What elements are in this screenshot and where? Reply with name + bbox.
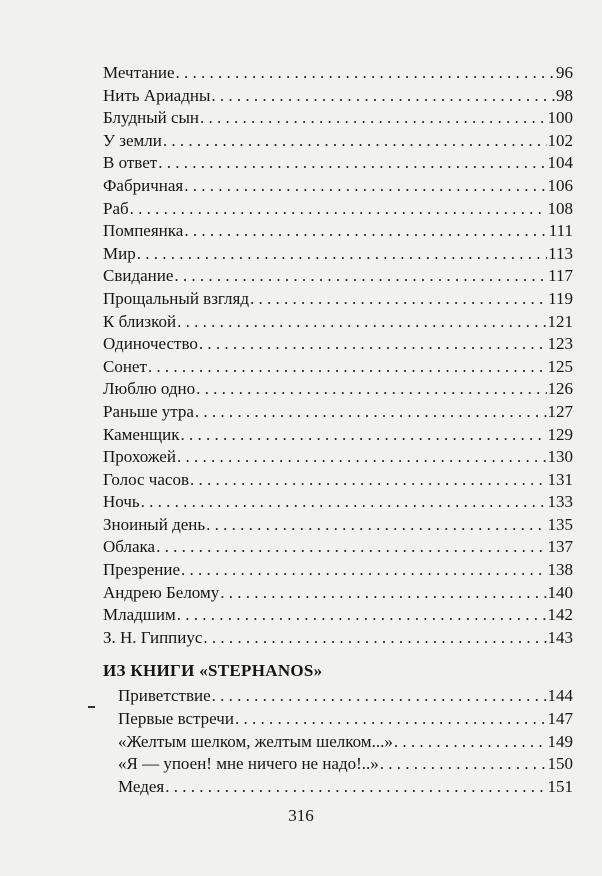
toc-entry-page: 117 (548, 266, 573, 286)
toc-entry (103, 446, 573, 469)
toc-entry-page: 135 (547, 514, 573, 534)
toc-entry-title: Зноиный день (103, 514, 206, 534)
dot-leader (235, 708, 547, 731)
dot-leader (394, 731, 547, 754)
toc-entry-page: 147 (547, 709, 573, 729)
dot-leader (181, 559, 546, 582)
toc-entry (103, 753, 573, 776)
toc-entry (103, 311, 573, 334)
dot-leader (184, 220, 547, 243)
toc-entry-page: 144 (547, 686, 573, 706)
dot-leader (177, 446, 547, 469)
section-entry-list (103, 685, 573, 798)
toc-entry (103, 401, 573, 424)
toc-entry-title: З. Н. Гиппиус (103, 627, 203, 647)
toc-entry-page: 151 (547, 776, 573, 796)
toc-entry (103, 152, 573, 175)
toc-entry (103, 243, 573, 266)
toc-entry-title: Прощальный взгляд (103, 288, 249, 308)
toc-entry-title: Первые встречи (118, 709, 234, 729)
toc-entry (103, 333, 573, 356)
toc-entry (103, 265, 573, 288)
table-of-contents (103, 62, 573, 798)
toc-entry-title: Облака (103, 537, 156, 557)
toc-entry-page: 98 (556, 85, 573, 105)
dot-leader (195, 401, 547, 424)
page-number: 316 (288, 806, 314, 825)
dot-leader (130, 198, 547, 221)
toc-entry-page: 126 (547, 379, 573, 399)
toc-entry-page: 143 (547, 627, 573, 647)
toc-entry-title: Голос часов (103, 469, 189, 489)
toc-entry-title: «Я — упоен! мне ничего не надо!..» (118, 754, 379, 774)
toc-entry-title: Люблю одно (103, 379, 196, 399)
toc-entry-title: Раб (103, 198, 129, 218)
toc-entry-title: Младшим (103, 605, 176, 625)
toc-entry-title: Одиночество (103, 334, 198, 354)
toc-entry (103, 220, 573, 243)
toc-entry-page: 149 (547, 731, 573, 751)
dot-leader (177, 311, 546, 334)
toc-entry (103, 491, 573, 514)
toc-entry-page: 138 (547, 560, 573, 580)
toc-entry-page: 123 (547, 334, 573, 354)
toc-entry (103, 469, 573, 492)
toc-entry-page: 121 (547, 311, 573, 331)
toc-entry-title: Нить Ариадны (103, 85, 211, 105)
toc-entry (103, 85, 573, 108)
toc-entry-list (103, 62, 573, 649)
dot-leader (141, 491, 547, 514)
dot-leader (184, 175, 546, 198)
dot-leader (220, 582, 546, 605)
toc-entry (103, 627, 573, 650)
toc-entry-title: Блудный сын (103, 108, 200, 128)
toc-entry-page: 133 (547, 492, 573, 512)
toc-entry-title: Медея (118, 776, 165, 796)
toc-entry-page: 96 (556, 63, 573, 82)
toc-entry-title: Приветствие (118, 686, 211, 706)
toc-entry-page: 142 (547, 605, 573, 625)
toc-entry (103, 62, 573, 85)
toc-entry-title: Свидание (103, 266, 174, 286)
toc-entry-page: 140 (547, 582, 573, 602)
dot-leader (163, 130, 547, 153)
toc-entry-title: В ответ (103, 153, 158, 173)
toc-entry-title: Андрею Белому (103, 582, 220, 602)
toc-entry-page: 111 (548, 221, 573, 241)
toc-entry-page: 104 (547, 153, 573, 173)
toc-entry-page: 119 (548, 288, 573, 308)
toc-entry (103, 559, 573, 582)
toc-entry-page: 127 (547, 401, 573, 421)
toc-entry (103, 776, 573, 799)
toc-entry (103, 107, 573, 130)
toc-entry-page: 113 (548, 243, 573, 263)
dot-leader (199, 333, 547, 356)
toc-entry (103, 604, 573, 627)
toc-entry-page: 100 (547, 108, 573, 128)
toc-entry-title: Прохожей (103, 447, 176, 467)
toc-entry-page: 130 (547, 447, 573, 467)
toc-entry-title: У земли (103, 130, 162, 150)
toc-entry (103, 708, 573, 731)
toc-entry (103, 582, 573, 605)
dot-leader (250, 288, 547, 311)
toc-entry (103, 130, 573, 153)
dot-leader (211, 85, 555, 108)
dot-leader (137, 243, 547, 266)
toc-entry (103, 198, 573, 221)
toc-entry (103, 378, 573, 401)
dot-leader (206, 514, 546, 537)
toc-entry-title: Сонет (103, 356, 147, 376)
toc-entry-title: Мечтание (103, 63, 175, 82)
dot-leader (165, 776, 546, 799)
toc-entry-title: Фабричная (103, 175, 184, 195)
dot-leader (177, 604, 547, 627)
dot-leader (174, 265, 547, 288)
toc-entry-page: 108 (547, 198, 573, 218)
dot-leader (190, 469, 547, 492)
toc-entry-page: 125 (547, 356, 573, 376)
toc-entry (103, 731, 573, 754)
dot-leader (181, 424, 547, 447)
toc-entry-title: «Желтым шелком, желтым шелком...» (118, 731, 393, 751)
toc-entry-title: Каменщик (103, 424, 180, 444)
toc-entry-title: Презрение (103, 560, 181, 580)
dot-leader (196, 378, 546, 401)
dot-leader (200, 107, 546, 130)
margin-mark (88, 706, 95, 708)
dot-leader (148, 356, 547, 379)
dot-leader (203, 627, 546, 650)
toc-entry-title: К близкой (103, 311, 177, 331)
toc-entry-page: 150 (547, 754, 573, 774)
dot-leader (158, 152, 546, 175)
dot-leader (212, 685, 547, 708)
toc-entry (103, 685, 573, 708)
toc-entry-page: 106 (547, 175, 573, 195)
toc-entry-page: 131 (547, 469, 573, 489)
toc-entry-title: Помпеянка (103, 221, 184, 241)
toc-entry-title: Раньше утра (103, 401, 194, 421)
toc-entry (103, 288, 573, 311)
toc-entry (103, 424, 573, 447)
toc-entry (103, 536, 573, 559)
toc-entry-title: Ночь (103, 492, 140, 512)
toc-entry-page: 137 (547, 537, 573, 557)
toc-entry (103, 175, 573, 198)
dot-leader (380, 753, 547, 776)
section-heading: ИЗ КНИГИ «STEPHANOS» (103, 661, 323, 681)
toc-entry-page: 102 (547, 130, 573, 150)
dot-leader (156, 536, 546, 559)
toc-entry (103, 356, 573, 379)
dot-leader (176, 62, 556, 85)
toc-entry-title: Мир (103, 243, 136, 263)
toc-entry (103, 514, 573, 537)
toc-entry-page: 129 (547, 424, 573, 444)
